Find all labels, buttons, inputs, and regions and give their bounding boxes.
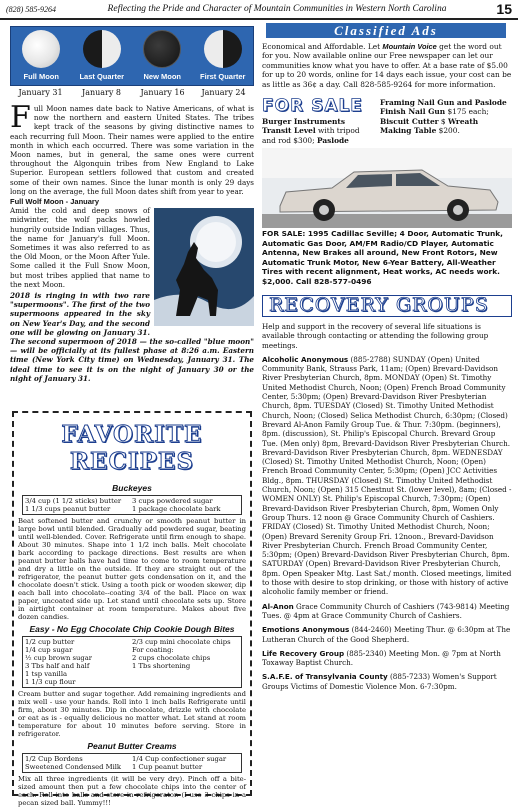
recipe-title: Peanut Butter Creams xyxy=(87,741,177,751)
ingredients-box xyxy=(22,636,242,688)
ingredients-left: 1/2 Cup Bordens Sweetened Condensed Milk xyxy=(25,755,122,771)
classified-intro-a: Economical and Affordable. Let xyxy=(262,42,383,51)
listing-burger-level: Burger Instruments Transit Level xyxy=(262,117,345,136)
moon-date: January 24 xyxy=(201,88,246,97)
group-details: (885-7233) Women's Support Groups Victims of Domestic Violence Mon. 6-7:30pm. xyxy=(262,672,497,691)
moon-date: January 31 xyxy=(18,88,63,97)
page-number: 15 xyxy=(496,1,512,17)
last-quarter-moon-icon xyxy=(83,30,121,68)
recovery-intro: Help and support in the recovery of several life situations is available through contacting or attending the following group meetings. xyxy=(262,322,489,350)
group-name: Emotions Anonymous xyxy=(262,625,350,635)
group-name: Al-Anon xyxy=(262,601,294,611)
moon-label: New Moon xyxy=(143,72,181,81)
moon-label: First Quarter xyxy=(200,72,246,81)
moon-dates-row xyxy=(10,88,254,97)
for-sale-heading: FOR SALE xyxy=(262,96,363,116)
car-for-sale-text: FOR SALE: 1995 Cadillac Seville; 4 Door, Automatic Trunk, Automatic Gas Door, AM/FM Radio/CD Player, Automatic Antenna, New Brakes all around, New Front Rotors, New Automatic Trunk Motor, New 6-Year Battery, All-Weather Tires with recent alignment, Heat works, AC needs work. $2,000. Call 828-577-0496 xyxy=(262,229,503,286)
group-name: S.A.F.E. of Transylvania County xyxy=(262,672,388,682)
classified-intro-b: get the word out for you. Now available online our Free newspaper can let our communities know what you have to offer. At a base rate of $5.00 for up to 20 words, online for 14 days each issue, your cost can be as little as 36¢ a day. Call 828-585-9264 for more information. xyxy=(262,42,512,89)
article-subhead: Full Wolf Moon - January xyxy=(10,197,100,207)
ingredients-box xyxy=(22,495,242,515)
classified-ads-title: Classified Ads xyxy=(266,23,506,38)
drop-cap: F xyxy=(10,100,31,135)
group-entry xyxy=(262,602,512,621)
listing-wreath-price: $200. xyxy=(436,126,460,136)
listing-burger-price: with tripod and rod $300; xyxy=(262,126,360,145)
group-entry xyxy=(262,649,512,668)
recipe-directions: Cream butter and sugar together. Add remaining ingredients and mix well - use your hands. Roll into 1 inch balls Refrigerate until firm, about 30 minutes. Dip in chocolate, drizzle with chocolate or eat as is - equally delicious no matter what. Let stand at room temperature for about 10 minutes before serving. Store in refrigerator. xyxy=(18,690,246,738)
moon-article xyxy=(10,100,254,383)
group-entry xyxy=(262,625,512,644)
group-details: (885-2788) SUNDAY (Open) United Community Bank, Strauss Park, 11am; (Open) Brevard-Davidson River Presbyterian Church, 8pm. MONDAY (Open) St. Timothy United Methodist Church, Noon; (Open) French Broad Community Center, 5:30pm; (Open) Brevard-Davidson River Presbyterian Church, 8pm. TUESDAY (Closed) St. Timothy United Methodist Church, Noon; (Closed) Selica Methodist Church, 6:30pm; (Closed) Brevard Al-Anon Family Group Tue. & Thur. 7:30pm. (beginners), 8pm. (discussion), St. Philip's Episcopal Church. Brevard Group Tue. (Men only) 8pm, Brevard-Davidson River Presbyterian Church. Brevard-Davidson River Presbyterian Church, 8pm. WEDNESDAY (Closed) St. Timothy United Methodist Church, Noon; (Open) French Broad Community Center, 5:30pm; (Open) JCC Activities Bldg., 8pm. THURSDAY (Closed) St. Timothy United Methodist Church, Noon; (Open) 315 Chestnut St. (lower level), 8am; (Closed - WOMEN ONLY) St. Philip's Episcopal Church, 7:30pm; (Open) Brevard-Davidson River Presbyterian Church, 8pm, Women Only Group Thurs. 12 noon @ Grace Community Church of Cashiers. FRIDAY (Closed) St. Timothy United Methodist Church, Noon; (Open) Brevard Serenity Group Fri. 12noon., Brevard-Davidson River Presbyterian Church. French Broad Community Center, 5:30pm; (Open) Brevard-Davidson River Presbyterian Church, 8pm. SATURDAY (Open) Brevard-Davidson River Presbyterian Church, 8pm. Open Speaker Mtg. Last Sat./ month. Closed meetings, limited to those with desire to stop drinking, or those with history of active alcoholic family member or friend. xyxy=(262,354,512,597)
ingredients-box xyxy=(22,753,242,773)
favorite-recipes-box xyxy=(12,411,252,807)
moon-label: Full Moon xyxy=(23,72,59,81)
group-name: Alcoholic Anonymous xyxy=(262,354,349,364)
listing-framing-gun: Framing Nail Gun and Paslode Finish Nail Gun xyxy=(380,98,507,117)
supermoon-text: 2018 is ringing in with two rare "supermoons". The first of the two supermoons appeared in the sky on New Year's Day, and the second one will be glowing on January 31. The second supermoon of 2018 — the so-called "blue moon" — will be officially at its fullest phase at 8:26 a.m. Eastern time (New York City time) on Wednesday, January 31. The ideal time to see it is on the night of January 30 or the night of January 31. xyxy=(10,291,254,383)
recipe-directions: Mix all three ingredients (it will be very dry). Pinch off a bite-sized amount then put a few chocolate chips into the center of each. Roll into balls and store in refrigerator. (I use 3 chips in a pecan sized ball. Yummy!!! xyxy=(18,775,246,807)
for-sale-left-listing xyxy=(262,117,374,145)
group-details: Grace Community Church of Cashiers (743-9814) Meeting Tues. @ 4pm at Grace Community Church of Cashiers. xyxy=(262,601,510,620)
moon-date: January 8 xyxy=(81,88,122,97)
group-entry xyxy=(262,355,512,597)
moon-phases-panel xyxy=(10,26,254,86)
page-header xyxy=(0,0,518,20)
ingredients-right: 1/4 Cup confectioner sugar 1 Cup peanut butter xyxy=(132,755,227,771)
ingredients-left: 1/2 cup butter 1/4 cup sugar ½ cup brown sugar 3 Tbs half and half 1 tsp vanilla 1 1/3 cup flour xyxy=(25,638,93,686)
full-moon-icon xyxy=(22,30,60,68)
article-intro: ull Moon names date back to Native Americans, of what is now the northern and eastern United States. The tribes kept track of the seasons by giving distinctive names to each recurring full Moon. Their names were applied to the entire month in which each occurred. There was some variation in the Moon names, but in general, the same ones were current throughout the Algonquin tribes from New England to Lake Superior. European settlers followed that custom and created some of their own names. Since the lunar month is only 29 days long on the average, the full Moon dates shift from year to year. xyxy=(10,104,254,196)
wolf-moon-text: Amid the cold and deep snows of midwinter, the wolf packs howled hungrily outside Indian villages. Thus, the name for January's full Moon. Sometimes it was also referred to as the Old Moon, or the Moon After Yule. Some called it the Full Snow Moon, but most tribes applied that name to the next Moon. xyxy=(10,206,150,289)
group-details: (844-2460) Meeting Thur. @ 6:30pm at The Lutheran Church of the Good Shepherd. xyxy=(262,625,511,644)
recipe-title: Easy - No Egg Chocolate Chip Cookie Dough Bites xyxy=(29,624,235,634)
first-quarter-moon-icon xyxy=(204,30,242,68)
ingredients-left: 3/4 cup (1 1/2 sticks) butter 1 1/3 cups peanut butter xyxy=(25,497,122,513)
moon-label: Last Quarter xyxy=(79,72,125,81)
listing-wreath-table: Wreath Making Table xyxy=(380,116,479,136)
group-details: (885-2340) Meeting Mon. @ 7pm at North Toxaway Baptist Church. xyxy=(262,648,501,668)
recovery-groups-title: RECOVERY GROUPS xyxy=(262,295,512,317)
for-sale-right-listing xyxy=(380,98,512,136)
listing-paslode: Paslode xyxy=(316,135,349,145)
cadillac-car-image xyxy=(262,148,512,228)
moon-phase-last-quarter xyxy=(73,30,131,85)
moon-date: January 16 xyxy=(140,88,185,97)
recovery-groups-body xyxy=(262,322,512,696)
group-entry xyxy=(262,672,512,691)
mountain-voice-logo: Mountain Voice xyxy=(382,42,437,51)
howling-wolf-image xyxy=(154,208,254,326)
moon-phase-first-quarter xyxy=(194,30,252,85)
classified-intro xyxy=(262,42,512,89)
recipe-title: Buckeyes xyxy=(112,483,152,493)
recipes-title: FAVORITE RECIPES xyxy=(61,421,203,475)
moon-phase-new xyxy=(133,30,191,85)
header-tagline: Reflecting the Pride and Character of Mountain Communities in Western North Carolina xyxy=(107,4,447,14)
recipe-directions: Beat softened butter and crunchy or smooth peanut butter in large bowl until blended. Gradually add powdered sugar, beating until well-blended. Cover. Refrigerate until firm enough to shape. About 30 minutes. Shape into 1 1/2 inch balls. Melt chocolate bark according to package directions. Best results are when peanut butter balls have had time to come to room temperature and dry a little on the outside. If they are straight out of the refrigerator, the peanut butter gets condensation on it, and the chocolate doesn't stick. Using a tooth pick or wooden skewer, dip each ball into chocolate--coating 3/4 of the ball. Place on wax paper, uncoated side up. Let stand until chocolate sets up. Store in airtight container at room temperature. Makes about five dozen candies. xyxy=(18,517,246,621)
ingredients-right: 2/3 cup mini chocolate chips For coating: 2 cups chocolate chips 1 Tbs shortening xyxy=(132,638,231,670)
ingredients-right: 3 cups powdered sugar 1 package chocolate bark xyxy=(132,497,221,513)
header-phone: (828) 585-9264 xyxy=(6,4,56,14)
listing-biscuit-price: $ xyxy=(438,116,448,126)
group-name: Life Recovery Group xyxy=(262,648,345,658)
moon-phase-full xyxy=(12,30,70,85)
new-moon-icon xyxy=(143,30,181,68)
listing-biscuit-cutter: Biscuit Cutter xyxy=(380,116,439,126)
listing-framing-price: $175 each; xyxy=(445,107,489,117)
